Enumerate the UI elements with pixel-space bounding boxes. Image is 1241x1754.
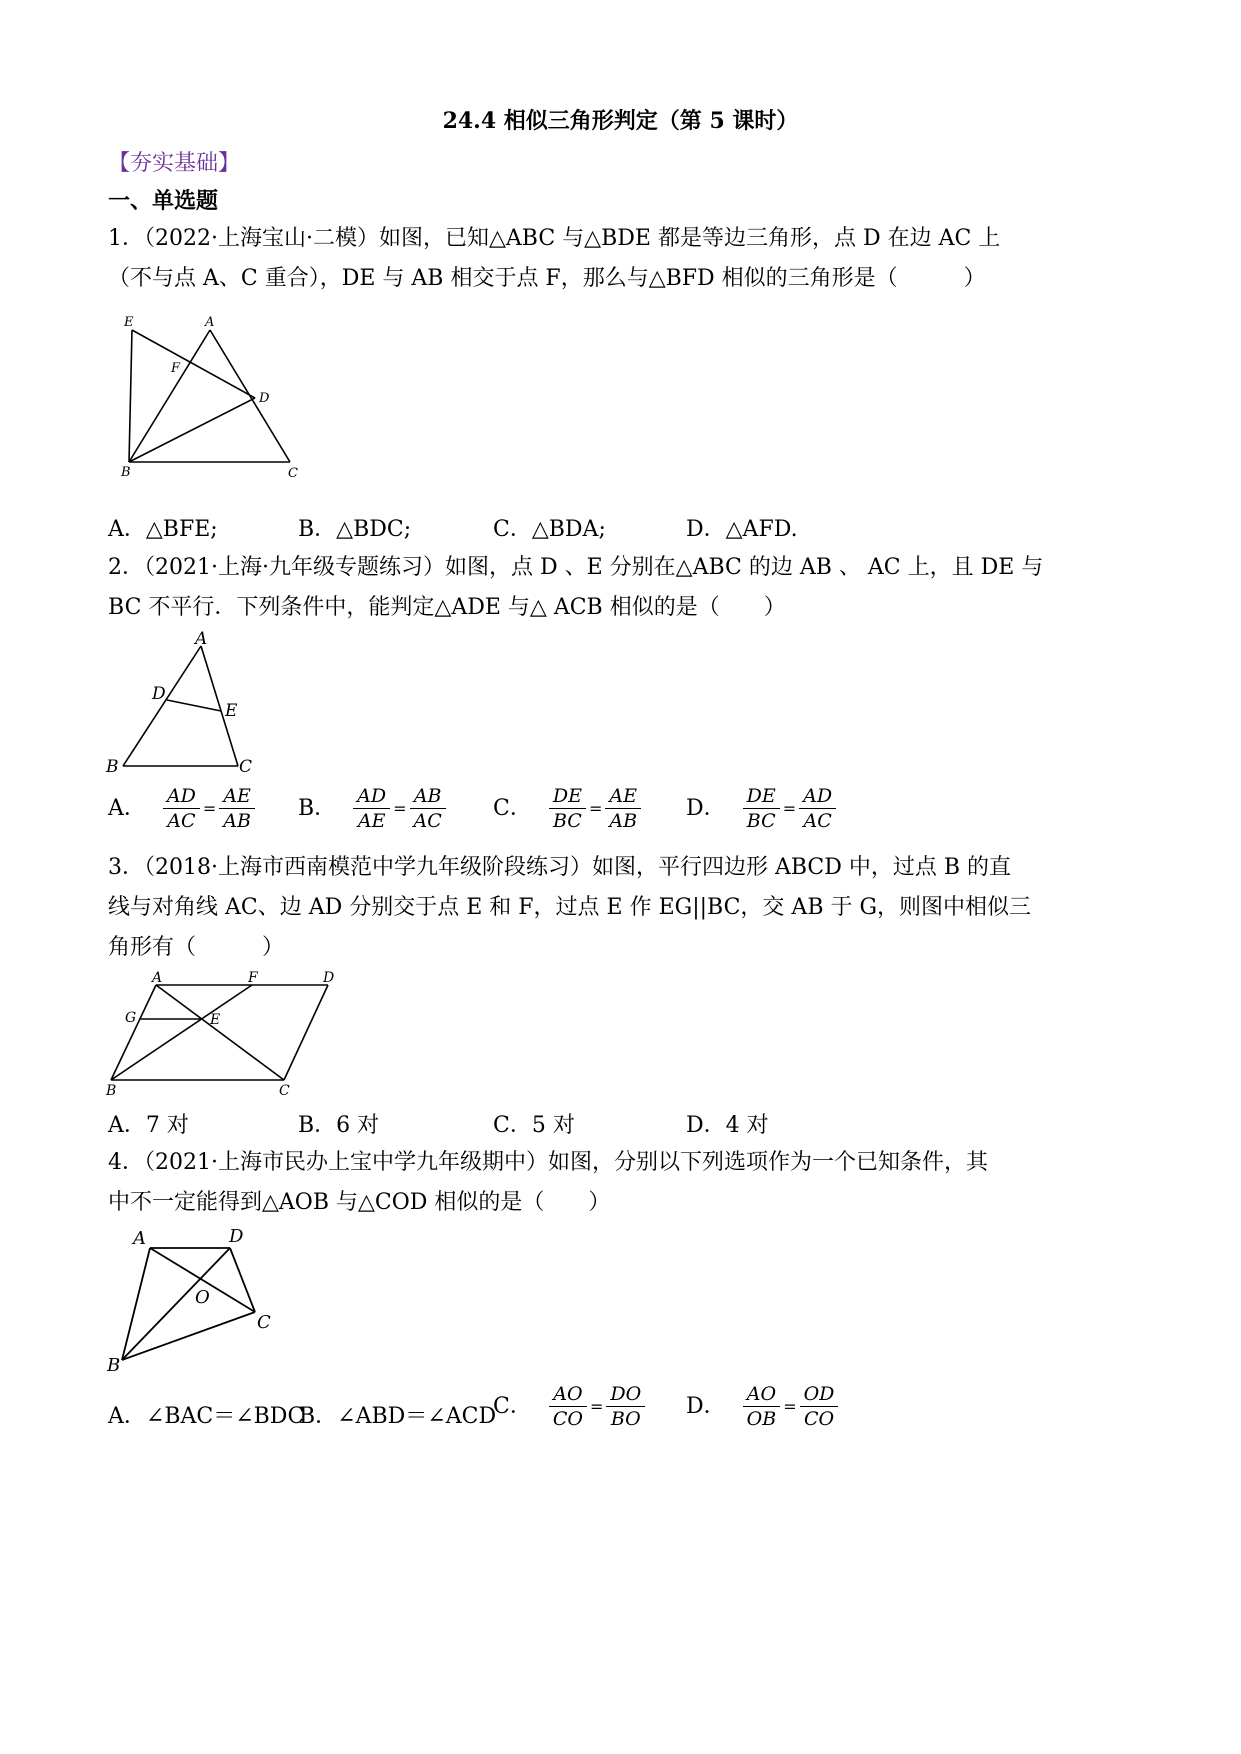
q2-option-d[interactable] bbox=[686, 784, 836, 833]
q2-option-a[interactable] bbox=[108, 784, 255, 833]
frac-num: OD bbox=[800, 1382, 839, 1407]
frac-den: AC bbox=[167, 810, 196, 832]
frac-den: BC bbox=[552, 810, 582, 832]
frac-num: AB bbox=[410, 784, 446, 809]
frac-den: CO bbox=[552, 1408, 583, 1430]
q2-line-ab bbox=[123, 646, 201, 766]
q4-label-a: A bbox=[133, 1228, 146, 1249]
q4-option-d-frac1 bbox=[743, 1382, 781, 1431]
q4-label-b: B bbox=[107, 1355, 121, 1376]
q2-option-c-frac2 bbox=[605, 784, 641, 833]
frac-den: OB bbox=[746, 1408, 777, 1430]
q1-option-d[interactable]: D．△AFD. bbox=[686, 517, 798, 542]
equals-sign: = bbox=[202, 799, 217, 818]
frac-num: AO bbox=[549, 1382, 586, 1407]
equals-sign: = bbox=[783, 1397, 797, 1416]
q2-text-line2: BC 不平行．下列条件中，能判定△ADE 与△ ACB 相似的是（ ） bbox=[108, 595, 786, 620]
q4-option-d-letter: D． bbox=[686, 1393, 726, 1419]
q2-figure bbox=[104, 628, 264, 778]
q1-line-eb bbox=[129, 330, 132, 462]
q4-option-c-letter: C． bbox=[493, 1393, 532, 1419]
q2-line-de bbox=[167, 700, 221, 711]
q1-option-b[interactable]: B．△BDC; bbox=[298, 517, 412, 542]
q2-label-d: D bbox=[152, 684, 166, 704]
q4-option-a[interactable]: A．∠BAC＝∠BDC bbox=[108, 1404, 305, 1429]
q1-line-ac bbox=[210, 330, 290, 462]
q2-option-c[interactable] bbox=[493, 784, 641, 833]
frac-num: AO bbox=[743, 1382, 780, 1407]
q3-label-e: E bbox=[210, 1012, 221, 1028]
q2-option-c-letter: C． bbox=[493, 795, 532, 821]
q2-option-b[interactable] bbox=[298, 784, 446, 833]
equals-sign: = bbox=[588, 799, 603, 818]
q2-option-a-frac2 bbox=[219, 784, 255, 833]
q4-label-d: D bbox=[229, 1226, 244, 1247]
equals-sign: = bbox=[393, 799, 407, 818]
q2-option-d-frac1 bbox=[743, 784, 780, 833]
frac-den: BC bbox=[746, 810, 776, 832]
q3-text-line2: 线与对角线 AC、边 AD 分别交于点 E 和 F，过点 E 作 EG||BC，交 AB 于 G，则图中相似三 bbox=[108, 895, 1032, 920]
q4-option-c[interactable] bbox=[493, 1382, 645, 1431]
frac-num: AE bbox=[605, 784, 641, 809]
q3-option-a[interactable]: A．7 对 bbox=[108, 1113, 189, 1138]
q3-option-d[interactable]: D．4 对 bbox=[686, 1113, 769, 1138]
q2-option-b-frac1 bbox=[353, 784, 390, 833]
q4-line-ba bbox=[122, 1248, 150, 1360]
q4-label-c: C bbox=[257, 1312, 271, 1333]
q1-label-d: D bbox=[259, 391, 270, 406]
q3-line-bf bbox=[111, 985, 252, 1080]
q2-text-line1: 2．（2021·上海·九年级专题练习）如图，点 D 、E 分别在△ABC 的边 AB 、 AC 上，且 DE 与 bbox=[108, 555, 1044, 580]
q2-label-b: B bbox=[106, 757, 119, 777]
frac-num: AD bbox=[353, 784, 390, 809]
frac-den: BO bbox=[610, 1408, 641, 1430]
q1-label-b: B bbox=[121, 465, 131, 480]
q3-line-dc bbox=[284, 985, 328, 1080]
q4-option-d-frac2 bbox=[800, 1382, 839, 1431]
q1-text-line2: （不与点 A、C 重合），DE 与 AB 相交于点 F，那么与△BFD 相似的三角形是（ ） bbox=[108, 266, 986, 291]
q2-label-e: E bbox=[225, 701, 238, 721]
q1-label-c: C bbox=[288, 466, 298, 481]
equals-sign: = bbox=[589, 1397, 604, 1416]
frac-den: AC bbox=[803, 810, 832, 832]
q4-line-cb bbox=[122, 1312, 255, 1360]
q1-label-a: A bbox=[205, 315, 215, 330]
q2-label-c: C bbox=[239, 757, 253, 777]
q2-option-b-letter: B． bbox=[298, 795, 337, 821]
frac-num: DE bbox=[549, 784, 586, 809]
q2-option-a-frac1 bbox=[163, 784, 200, 833]
q4-option-d[interactable] bbox=[686, 1382, 838, 1431]
q1-line-ed bbox=[132, 330, 255, 398]
q4-option-c-frac1 bbox=[549, 1382, 587, 1431]
q4-option-b[interactable]: B．∠ABD＝∠ACD bbox=[299, 1404, 497, 1429]
q3-text-line3: 角形有（ ） bbox=[108, 935, 285, 960]
q1-option-a[interactable]: A．△BFE; bbox=[108, 517, 218, 542]
q3-label-a: A bbox=[152, 970, 163, 986]
section-heading: 一、单选题 bbox=[108, 188, 219, 214]
q3-option-c[interactable]: C．5 对 bbox=[493, 1113, 575, 1138]
q3-label-b: B bbox=[106, 1083, 117, 1099]
q1-label-f: F bbox=[171, 361, 181, 376]
frac-den: AB bbox=[223, 810, 251, 832]
q1-option-c[interactable]: C．△BDA; bbox=[493, 517, 606, 542]
frac-den: AC bbox=[413, 810, 442, 832]
equals-sign: = bbox=[782, 799, 797, 818]
q3-text-line1: 3．（2018·上海市西南模范中学九年级阶段练习）如图，平行四边形 ABCD 中，过点 B 的直 bbox=[108, 855, 1012, 880]
q3-label-d: D bbox=[323, 970, 335, 986]
q4-text-line2: 中不一定能得到△AOB 与△COD 相似的是（ ） bbox=[108, 1190, 611, 1215]
q3-figure bbox=[100, 965, 340, 1100]
q2-option-d-frac2 bbox=[799, 784, 836, 833]
q4-text-line1: 4．（2021·上海市民办上宝中学九年级期中）如图，分别以下列选项作为一个已知条件，其 bbox=[108, 1150, 988, 1175]
q4-label-o: O bbox=[195, 1287, 210, 1308]
q3-label-c: C bbox=[279, 1083, 290, 1099]
q3-line-ac bbox=[156, 985, 284, 1080]
q2-option-a-letter: A． bbox=[108, 795, 146, 821]
frac-num: AD bbox=[163, 784, 200, 809]
frac-den: AE bbox=[357, 810, 386, 832]
q3-label-f: F bbox=[248, 970, 258, 986]
frac-num: DO bbox=[606, 1382, 645, 1407]
q4-option-c-frac2 bbox=[606, 1382, 645, 1431]
q1-text-line1: 1．（2022·上海宝山·二模）如图，已知△ABC 与△BDE 都是等边三角形，点 D 在边 AC 上 bbox=[108, 226, 1001, 251]
q1-label-e: E bbox=[124, 315, 134, 330]
frac-num: AD bbox=[799, 784, 836, 809]
q2-option-d-letter: D． bbox=[686, 795, 726, 821]
q1-figure bbox=[110, 310, 310, 485]
q3-label-g: G bbox=[125, 1010, 137, 1026]
q3-option-b[interactable]: B．6 对 bbox=[298, 1113, 380, 1138]
q2-label-a: A bbox=[195, 629, 208, 649]
q4-figure bbox=[100, 1222, 290, 1382]
page-title: 24.4 相似三角形判定（第 5 课时） bbox=[442, 108, 799, 134]
q2-option-b-frac2 bbox=[410, 784, 446, 833]
q2-option-c-frac1 bbox=[549, 784, 586, 833]
frac-den: AB bbox=[609, 810, 638, 832]
frac-den: CO bbox=[803, 1408, 835, 1430]
section-badge: 【夯实基础】 bbox=[108, 151, 241, 176]
q4-line-dc bbox=[230, 1248, 255, 1312]
frac-num: DE bbox=[743, 784, 780, 809]
frac-num: AE bbox=[219, 784, 255, 809]
